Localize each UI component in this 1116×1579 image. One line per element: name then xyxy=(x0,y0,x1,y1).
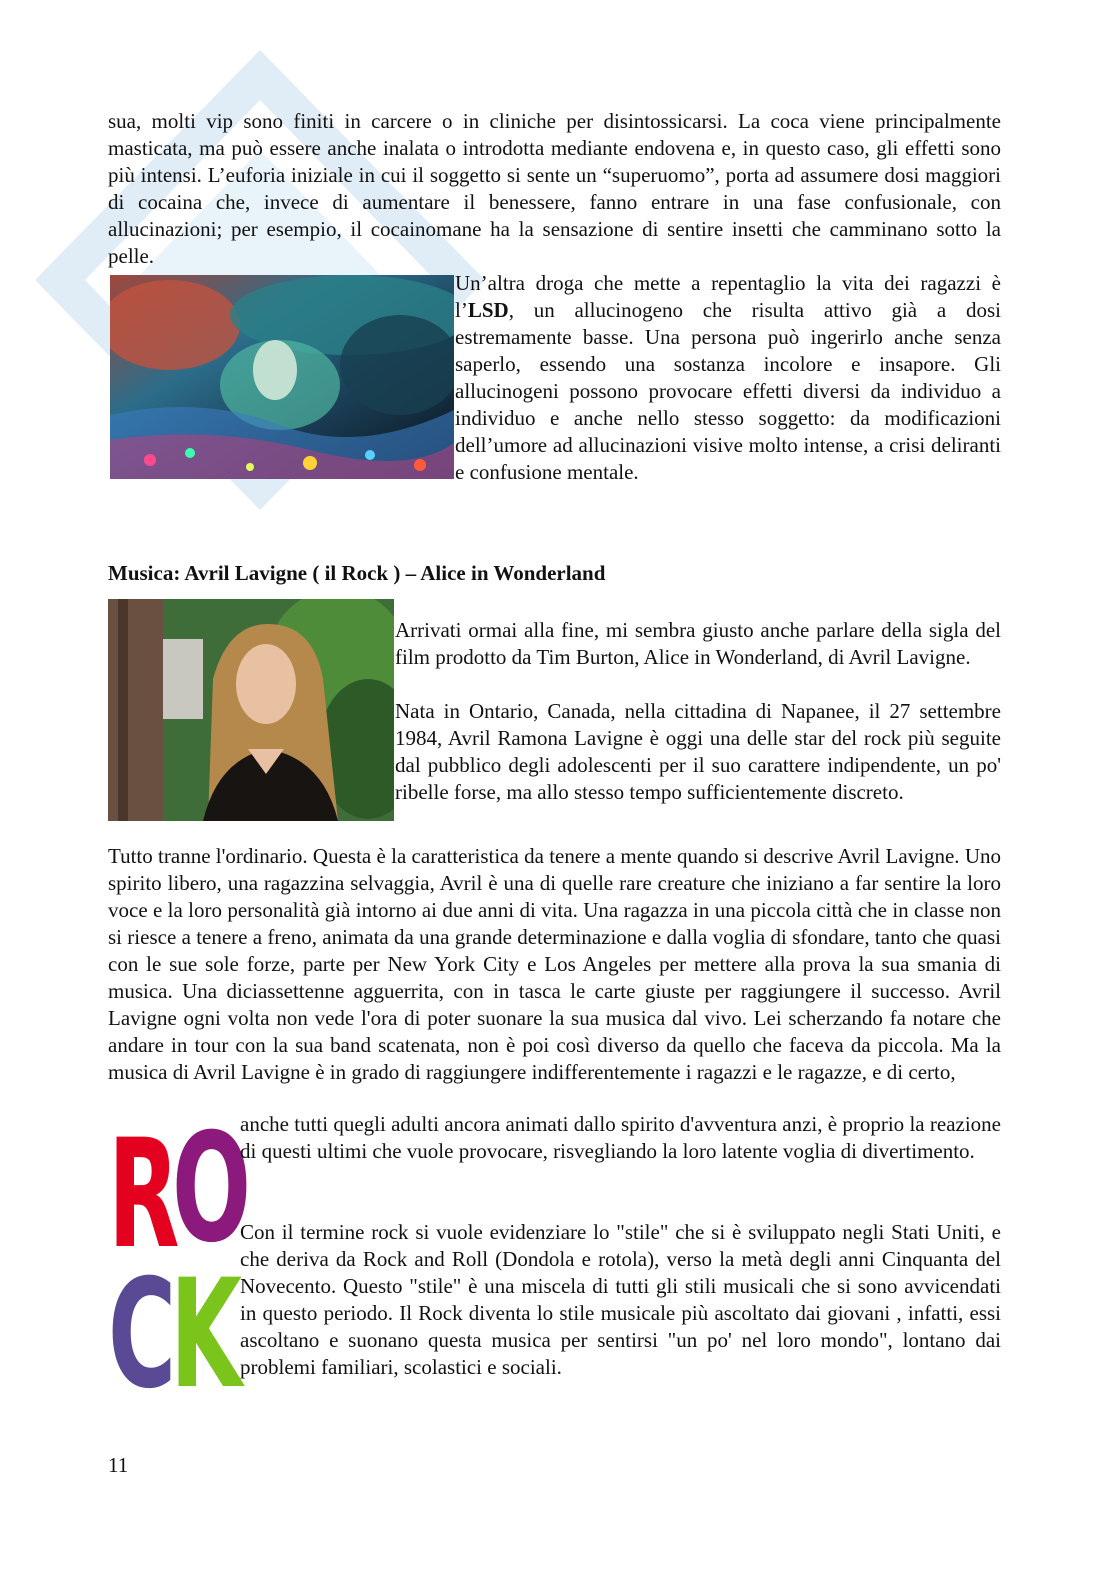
lsd-psychedelic-image xyxy=(110,275,454,479)
rock-letter-k: K xyxy=(170,1248,243,1422)
paragraph-avril-bio: Nata in Ontario, Canada, nella cittadina di Napanee, il 27 settembre 1984, Avril Ramona Lavigne è oggi una delle star del rock più seguite dal pubblico degli adolescenti per il suo carattere indipendente, un po' ribelle forse, ma allo stesso tempo sufficientemente discreto. xyxy=(395,699,1001,804)
rock-letter-o: O xyxy=(172,1102,252,1276)
paragraph-cocaine: sua, molti vip sono finiti in carcere o in cliniche per disintossicarsi. La coca viene principalmente masticata, ma può essere anche inalata o introdotta mediante endovena e, in questo caso, gli effetti sono più intensi. L’euforia iniziale in cui il soggetto si sente un “superuomo”, porta ad assumere dosi maggiori di cocaina che, invece di aumentare il benessere, fanno entrare in una fase confusionale, con allucinazioni; per esempio, il cocainomane ha la sensazione di sentire insetti che camminano sotto la pelle. xyxy=(108,109,1001,268)
page-number: 11 xyxy=(108,1453,129,1477)
avril-lavigne-photo xyxy=(108,599,394,821)
paragraph-rock-definition: Con il termine rock si vuole evidenziare lo "stile" che si è sviluppato negli Stati Uniti, e che deriva da Rock and Roll (Dondola e rotola), verso la metà degli anni Cinquanta del Novecento. Questo "stile" è una miscela di tutti gli stili musicali che si sono avvicendati in questo periodo. Il Rock diventa lo stile musicale più ascoltato dai giovani , infatti, essi ascoltano e suonano questa musica per sentirsi "un po' nel loro mondo", lontano dai problemi familiari, scolastici e sociali. xyxy=(240,1220,1001,1379)
paragraph-adults: anche tutti quegli adulti ancora animati dallo spirito d'avventura anzi, è proprio la reazione di questi ultimi che vuole provocare, risvegliando la loro latente voglia di divertimento. xyxy=(240,1112,1001,1163)
lsd-text-intro: Un’altra droga che mette a repentaglio la vita dei ragazzi è l’ xyxy=(455,271,1001,322)
section-heading-musica: Musica: Avril Lavigne ( il Rock ) – Alice in Wonderland xyxy=(108,561,606,585)
paragraph-avril-character: Tutto tranne l'ordinario. Questa è la caratteristica da tenere a mente quando si descrive Avril Lavigne. Uno spirito libero, una ragazzina selvaggia, Avril è una di quelle rare creature che iniziano a far sentire la loro voce e la loro personalità già intorno ai due anni di vita. Una ragazza in una piccola città che in classe non si riesce a tenere a freno, animata da una grande determinazione e dalla voglia di sfondare, tanto che quasi con le sue sole forze, parte per New York City e Los Angeles per mettere alla prova la sua smania di musica. Una diciassettenne agguerrita, con in tasca le carte giuste per raggiungere il successo. Avril Lavigne ogni volta non vede l'ora di poter suonare la sua musica dal vivo. Lei scherzando fa notare che andare in tour con la sua band scatenata, non è poi così diverso da quello che faceva da piccola. Ma la musica di Avril Lavigne è in grado di raggiungere indifferentemente i ragazzi e le ragazze, e di certo, xyxy=(108,844,1001,1084)
rock-logo xyxy=(108,1102,252,1422)
lsd-bold-term: LSD xyxy=(467,298,509,322)
rock-letter-c: C xyxy=(108,1248,177,1422)
paragraph-lsd xyxy=(455,270,1001,486)
lsd-text-body: , un allucinogeno che risulta attivo già a dosi estremamente basse. Una persona può ingerirlo anche senza saperlo, essendo una sostanza incolore e insapore. Gli allucinogeni possono provocare effetti diversi da individuo a individuo e anche nello stesso soggetto: da modificazioni dell’umore ad allucinazioni visive molto intense, a crisi deliranti e confusione mentale. xyxy=(455,298,1001,484)
rock-letter-r: R xyxy=(108,1108,180,1282)
paragraph-alice-intro: Arrivati ormai alla fine, mi sembra giusto anche parlare della sigla del film prodotto da Tim Burton, Alice in Wonderland, di Avril Lavigne. xyxy=(395,618,1001,669)
